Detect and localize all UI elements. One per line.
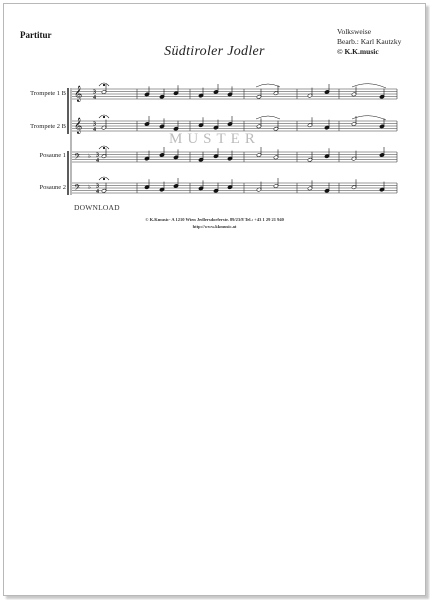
- time-signature-denominator: 4: [96, 189, 99, 195]
- flat-sign: ♭: [88, 153, 91, 160]
- bass-clef: 𝄢: [74, 153, 81, 164]
- credit-arranger: Bearb.: Karl Kautzky: [337, 37, 402, 46]
- credit-publisher: © K.K.music: [337, 47, 379, 56]
- instrument-label-trombone-1: Posaune 1: [39, 152, 66, 159]
- slur-mark: [256, 116, 280, 119]
- slur-mark: [352, 84, 386, 88]
- flat-sign: ♭: [88, 184, 91, 191]
- instrument-label-trumpet-1: Trompete 1 B: [30, 90, 66, 97]
- footer-url: http://www.kkmusic.at: [192, 224, 237, 229]
- download-label: DOWNLOAD: [74, 203, 120, 212]
- time-signature-numerator: 3: [96, 152, 99, 159]
- fermata-dot: [103, 116, 104, 117]
- fermata-dot: [103, 84, 104, 85]
- instrument-label-trumpet-2: Trompete 2 B: [30, 123, 66, 130]
- treble-clef: 𝄞: [74, 86, 83, 102]
- fermata-dot: [103, 178, 104, 179]
- fermata-dot: [103, 147, 104, 148]
- instrument-label-trombone-2: Posaune 2: [39, 184, 66, 191]
- slur-mark: [256, 84, 280, 87]
- footer-address: © K.Kmusic- A 1210 Wien Jedlersdorferstr. 89/23/8 Tel.: +43 1 29 21 940: [145, 217, 284, 222]
- time-signature-denominator: 4: [93, 127, 96, 133]
- score-system: [4, 4, 425, 204]
- time-signature-denominator: 4: [96, 158, 99, 164]
- credit-composer: Volksweise: [337, 27, 372, 36]
- bass-clef: 𝄢: [74, 184, 81, 195]
- piece-title: Südtiroler Jodler: [164, 44, 265, 59]
- treble-clef: 𝄞: [74, 118, 83, 134]
- watermark-text: MUSTER: [169, 131, 260, 147]
- slur-mark: [352, 116, 386, 120]
- partitur-label: Partitur: [20, 30, 52, 40]
- time-signature-numerator: 3: [93, 89, 96, 96]
- time-signature-denominator: 4: [93, 95, 96, 101]
- time-signature-numerator: 3: [93, 121, 96, 128]
- score-page: [3, 3, 426, 596]
- time-signature-numerator: 3: [96, 183, 99, 190]
